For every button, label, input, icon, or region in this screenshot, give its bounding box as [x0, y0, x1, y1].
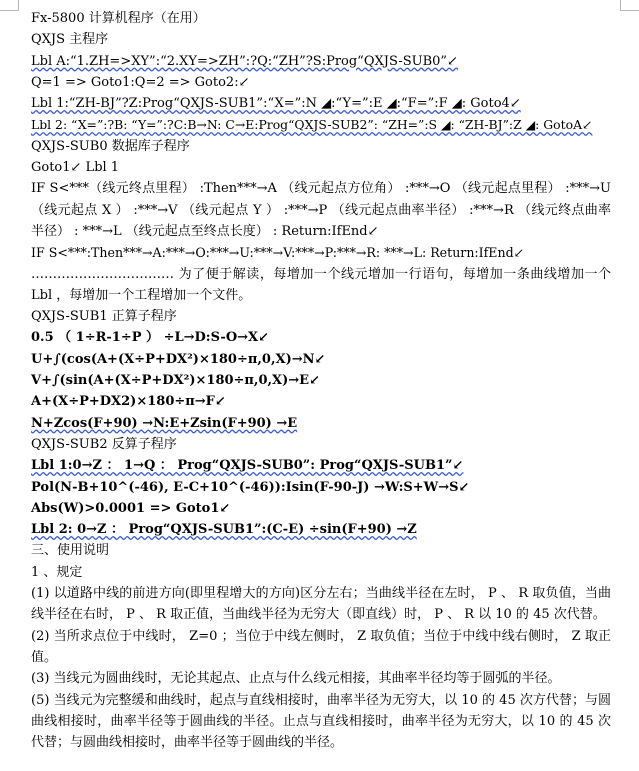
- code-line: Lbl A:“1.ZH=>XY”:“2.XY=>ZH”:?Q:“ZH”?S:Prog“QXJS-SUB0”↙: [31, 53, 458, 69]
- code-line: Q=1 => Goto1:Q=2 => Goto2:↙: [31, 74, 250, 90]
- code-line: Lbl 1:“ZH-BJ”?Z:Prog“QXJS-SUB1”:“X=”:N ◢:“Y=”:E ◢:“F=”:F ◢: Goto4↙: [31, 96, 521, 112]
- code-line: U+∫(cos(A+(X÷P+DX²)×180÷π,0,X)→N↙: [31, 351, 326, 367]
- doc-title: Fx-5800 计算机程序（在用）: [31, 11, 206, 26]
- rule-paragraph: (5) 当线元为完整缓和曲线时，起点与直线相接时，曲率半径为无穷大，以 10 的 45 次方代替；与圆曲线相接时，曲率半径等于圆曲线的半径。止点与直线相接时，曲率半径为无穷大，以 10 的 45 次代替；与圆曲线相接时，曲率半径等于圆曲线的半径。: [31, 692, 611, 751]
- page-corner-mark-right: [620, 0, 639, 11]
- page-corner-mark-left: [0, 0, 19, 11]
- code-paragraph: IF S<***（线元终点里程） :Then***→A （线元起点方位角） :***→O （线元起点里程） :***→U （线元起点 X ） :***→V （线元起点 Y ） :***→P （线元起点曲率半径） :***→R （线元终点曲率半径） : ***→L （线元起点至终点长度） : Return:IfEnd↙: [31, 181, 611, 239]
- section-heading-database-subprogram: QXJS-SUB0 数据库子程序: [31, 138, 190, 154]
- rule-paragraph: (1) 以道路中线的前进方向(即里程增大的方向)区分左右；当曲线半径在左时， P 、 R 取负值，当曲线半径在右时， P 、 R 取正值，当曲线半径为无穷大（即直线）时， P 、 R 以 10 的 45 次代替。: [31, 586, 611, 623]
- code-line: Abs(W)>0.0001 => Goto1↙: [31, 500, 231, 516]
- code-line: Pol(N-B+10^(-46), E-C+10^(-46)):Isin(F-90-J) →W:S+W→S↙: [31, 479, 470, 495]
- code-line: IF S<***:Then***→A:***→O:***→U:***→V:***→P:***→R: ***→L: Return:IfEnd↙: [31, 245, 525, 261]
- rule-paragraph: (2) 当所求点位于中线时， Z=0 ；当位于中线左侧时， Z 取负值；当位于中线中线右侧时， Z 取正值。: [31, 628, 611, 665]
- code-line: 0.5 （ 1÷R-1÷P ） ÷L→D:S-O→X↙: [31, 330, 270, 346]
- subheading-rules: 1 、规定: [31, 564, 83, 580]
- section-heading-inverse-subprogram: QXJS-SUB2 反算子程序: [31, 436, 177, 452]
- code-line: N+Zcos(F+90) →N:E+Zsin(F+90) →E: [31, 415, 298, 431]
- code-line: Goto1↙ Lbl 1: [31, 160, 120, 176]
- section-heading-main-program: QXJS 主程序: [31, 32, 109, 48]
- section-heading-forward-subprogram: QXJS-SUB1 正算子程序: [31, 309, 177, 325]
- section-heading-usage: 三、使用说明: [31, 543, 110, 559]
- code-line: V+∫(sin(A+(X÷P+DX²)×180÷π,0,X)→E↙: [31, 373, 320, 389]
- code-line: Lbl 2: “X=”:?B: “Y=”:?C:B→N: C→E:Prog“QXJS-SUB2”: “ZH=”:S ◢: “ZH-BJ”:Z ◢: GotoA↙: [31, 117, 593, 133]
- code-line: A+(X÷P+DX2)×180÷π→F↙: [31, 394, 226, 410]
- document-page: [31, 8, 611, 753]
- note-paragraph: …………………………… 为了便于解读，每增加一个线元增加一行语句，每增加一条曲线增加一个 Lbl ，每增加一个工程增加一个文件。: [31, 266, 611, 303]
- code-line: Lbl 1:0→Z ： 1→Q ： Prog“QXJS-SUB0”: Prog“QXJS-SUB1”↙: [31, 458, 464, 474]
- code-line: Lbl 2: 0→Z ： Prog“QXJS-SUB1”:(C-E) ÷sin(F+90) →Z: [31, 522, 417, 538]
- rule-paragraph: (3) 当线元为圆曲线时，无论其起点、止点与什么线元相接，其曲率半径均等于圆弧的半径。: [31, 671, 561, 687]
